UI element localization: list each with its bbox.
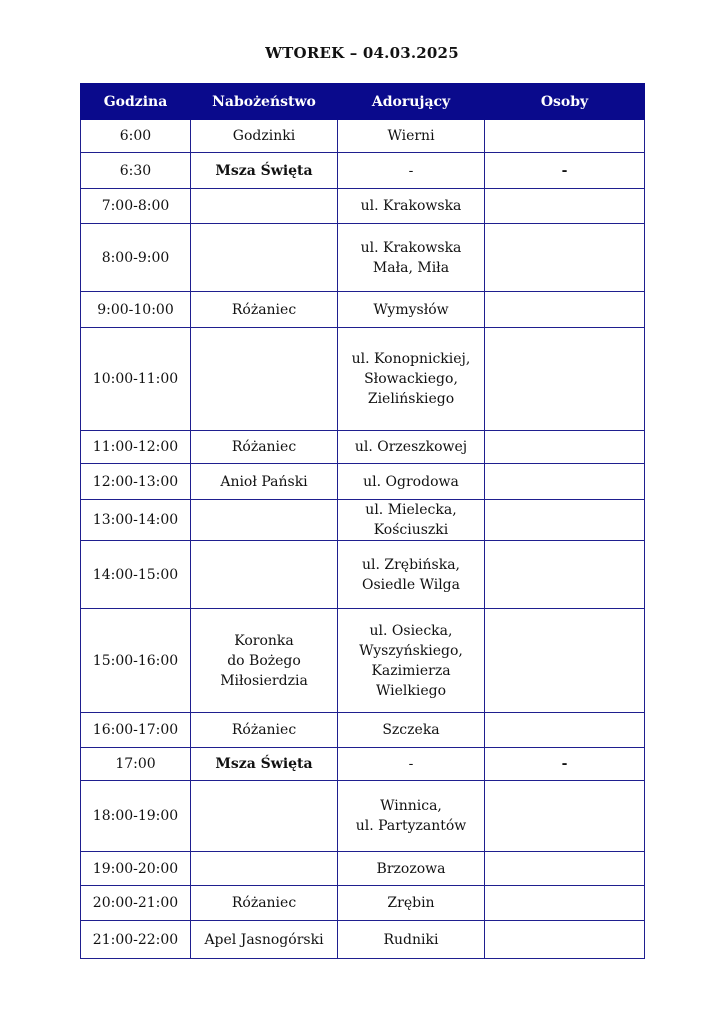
- cell-service: Różaniec: [191, 713, 338, 748]
- table-row: [81, 748, 645, 781]
- header-people: Osoby: [485, 84, 645, 120]
- cell-time: 6:30: [81, 153, 191, 189]
- cell-service: Różaniec: [191, 886, 338, 921]
- cell-adorers: ul. Zrębińska, Osiedle Wilga: [338, 541, 485, 609]
- cell-adorers: Rudniki: [338, 921, 485, 959]
- cell-time: 10:00-11:00: [81, 328, 191, 431]
- cell-time: 14:00-15:00: [81, 541, 191, 609]
- cell-time: 8:00-9:00: [81, 224, 191, 292]
- header-row: [81, 84, 645, 120]
- table-row: [81, 500, 645, 541]
- cell-service: [191, 852, 338, 886]
- cell-people: [485, 431, 645, 464]
- cell-people: [485, 120, 645, 153]
- cell-people: [485, 500, 645, 541]
- cell-people: [485, 713, 645, 748]
- table-row: [81, 328, 645, 431]
- cell-people: -: [485, 153, 645, 189]
- cell-time: 17:00: [81, 748, 191, 781]
- cell-people: [485, 224, 645, 292]
- table-row: [81, 464, 645, 500]
- cell-people: [485, 852, 645, 886]
- header-adorers: Adorujący: [338, 84, 485, 120]
- cell-time: 11:00-12:00: [81, 431, 191, 464]
- table-row: [81, 120, 645, 153]
- cell-service: [191, 541, 338, 609]
- cell-service: [191, 781, 338, 852]
- cell-adorers: ul. Osiecka, Wyszyńskiego, Kazimierza Wielkiego: [338, 609, 485, 713]
- cell-service: Msza Święta: [191, 153, 338, 189]
- table-row: [81, 541, 645, 609]
- cell-service: Różaniec: [191, 431, 338, 464]
- cell-adorers: -: [338, 153, 485, 189]
- cell-people: [485, 292, 645, 328]
- header-service: Nabożeństwo: [191, 84, 338, 120]
- table-row: [81, 609, 645, 713]
- cell-service: Msza Święta: [191, 748, 338, 781]
- cell-people: [485, 189, 645, 224]
- table-row: [81, 292, 645, 328]
- cell-people: [485, 886, 645, 921]
- cell-adorers: ul. Mielecka, Kościuszki: [338, 500, 485, 541]
- cell-time: 13:00-14:00: [81, 500, 191, 541]
- cell-service: [191, 189, 338, 224]
- header-time: Godzina: [81, 84, 191, 120]
- cell-time: 21:00-22:00: [81, 921, 191, 959]
- cell-adorers: ul. Krakowska Mała, Miła: [338, 224, 485, 292]
- cell-people: [485, 464, 645, 500]
- cell-people: [485, 328, 645, 431]
- table-row: [81, 224, 645, 292]
- table-row: [81, 781, 645, 852]
- cell-time: 18:00-19:00: [81, 781, 191, 852]
- cell-time: 16:00-17:00: [81, 713, 191, 748]
- cell-service: Anioł Pański: [191, 464, 338, 500]
- cell-adorers: ul. Orzeszkowej: [338, 431, 485, 464]
- table-row: [81, 713, 645, 748]
- cell-adorers: Wierni: [338, 120, 485, 153]
- cell-adorers: ul. Konopnickiej, Słowackiego, Zielińskiego: [338, 328, 485, 431]
- cell-service: [191, 224, 338, 292]
- table-row: [81, 431, 645, 464]
- cell-time: 19:00-20:00: [81, 852, 191, 886]
- cell-people: [485, 921, 645, 959]
- table-row: [81, 189, 645, 224]
- cell-adorers: Wymysłów: [338, 292, 485, 328]
- cell-adorers: ul. Krakowska: [338, 189, 485, 224]
- cell-time: 15:00-16:00: [81, 609, 191, 713]
- cell-time: 6:00: [81, 120, 191, 153]
- cell-adorers: Winnica, ul. Partyzantów: [338, 781, 485, 852]
- cell-time: 9:00-10:00: [81, 292, 191, 328]
- cell-adorers: Szczeka: [338, 713, 485, 748]
- table-row: [81, 852, 645, 886]
- cell-service: Różaniec: [191, 292, 338, 328]
- table-row: [81, 921, 645, 959]
- cell-time: 7:00-8:00: [81, 189, 191, 224]
- page-title: WTOREK – 04.03.2025: [265, 44, 459, 62]
- cell-people: -: [485, 748, 645, 781]
- cell-people: [485, 541, 645, 609]
- cell-people: [485, 609, 645, 713]
- cell-people: [485, 781, 645, 852]
- cell-service: [191, 328, 338, 431]
- cell-adorers: Zrębin: [338, 886, 485, 921]
- cell-service: [191, 500, 338, 541]
- table-row: [81, 886, 645, 921]
- schedule-table: [80, 83, 645, 959]
- cell-time: 20:00-21:00: [81, 886, 191, 921]
- cell-service: Godzinki: [191, 120, 338, 153]
- table-row: [81, 153, 645, 189]
- cell-service: Koronka do Bożego Miłosierdzia: [191, 609, 338, 713]
- cell-adorers: Brzozowa: [338, 852, 485, 886]
- cell-time: 12:00-13:00: [81, 464, 191, 500]
- cell-adorers: -: [338, 748, 485, 781]
- cell-service: Apel Jasnogórski: [191, 921, 338, 959]
- cell-adorers: ul. Ogrodowa: [338, 464, 485, 500]
